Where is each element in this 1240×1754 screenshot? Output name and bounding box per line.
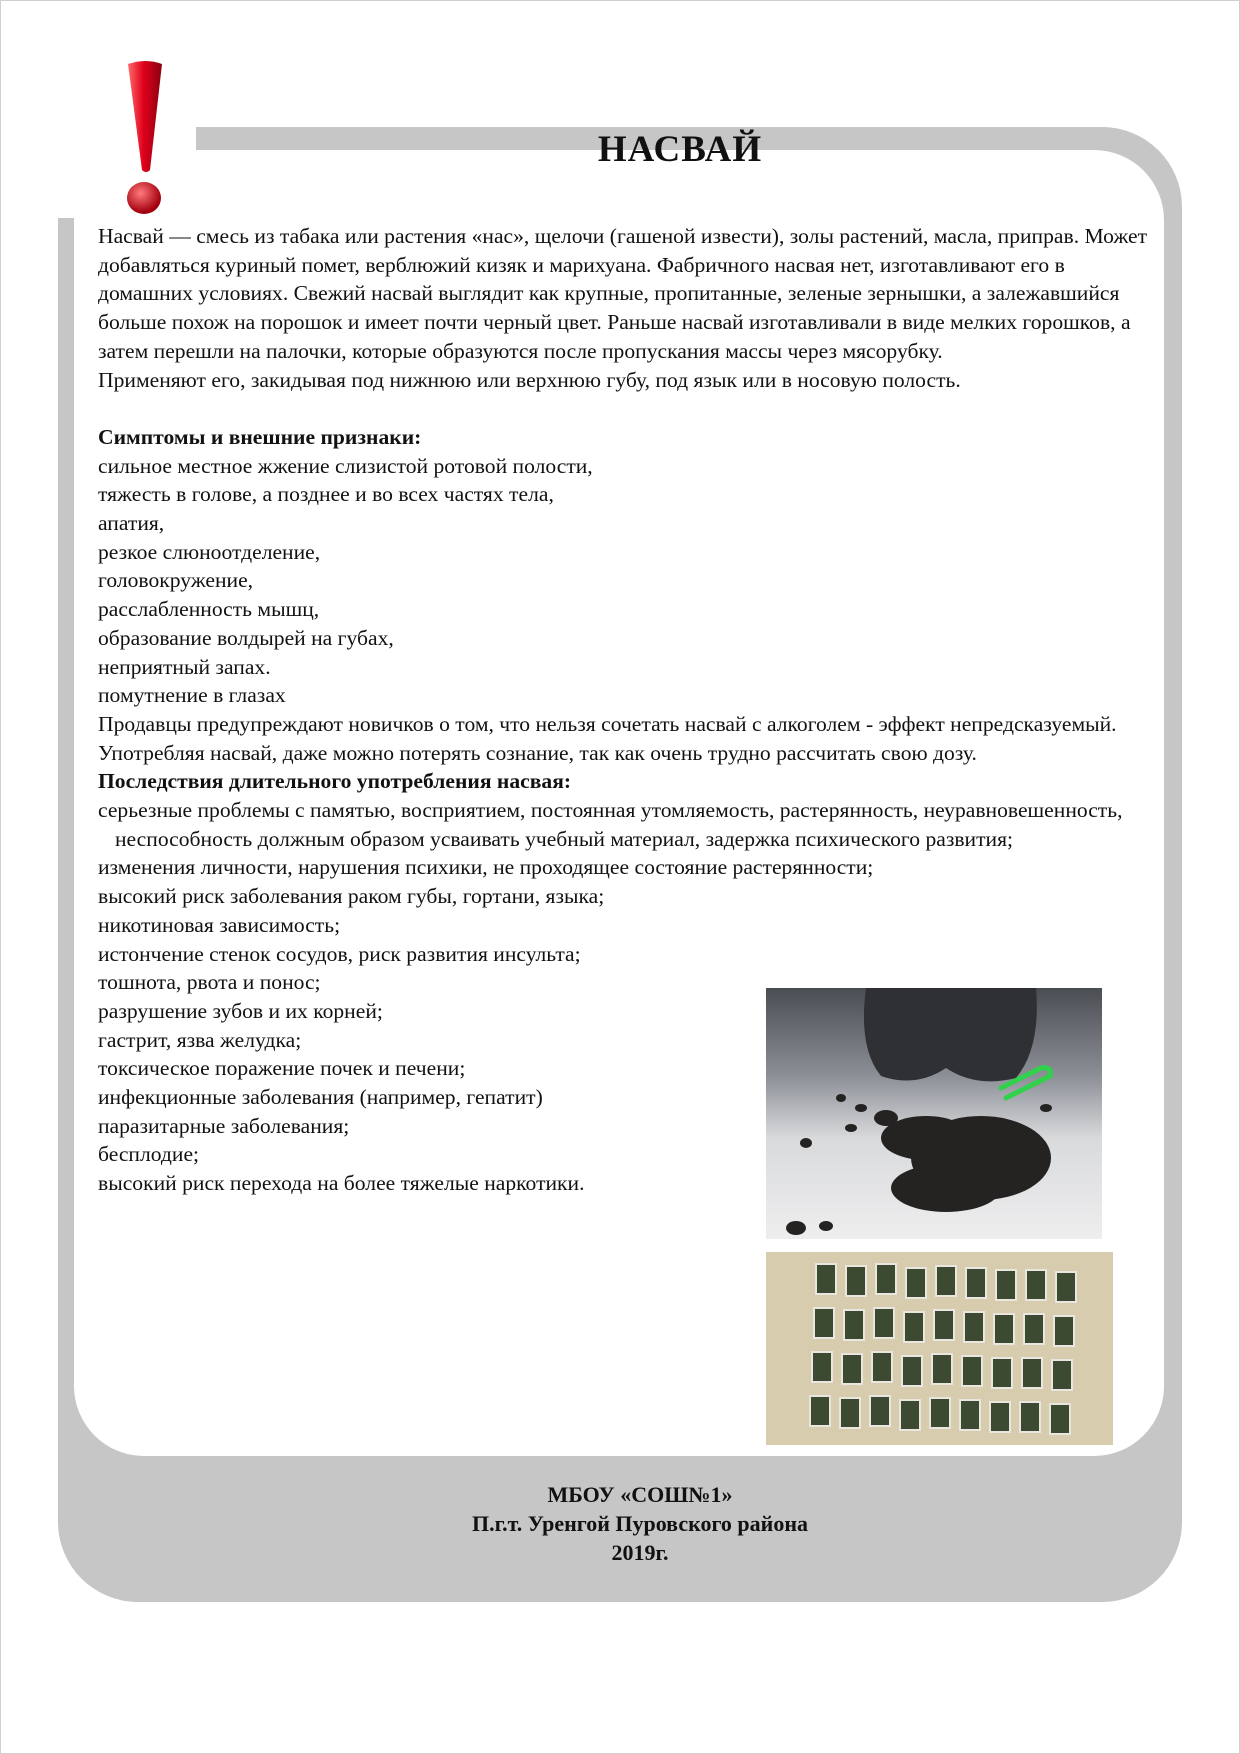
list-item: сильное местное жжение слизистой ротовой полости,: [98, 453, 593, 478]
list-item: головокружение,: [98, 568, 254, 593]
list-item: токсическое поражение почек и печени;: [98, 1056, 466, 1081]
list-item: изменения личности, нарушения психики, не проходящее состояние растерянности;: [98, 855, 874, 880]
list-item: образование волдырей на губах,: [98, 625, 394, 650]
list-item: тяжесть в голове, а позднее и во всех частях тела,: [98, 482, 554, 507]
symptoms-list: [98, 452, 1163, 710]
list-item: апатия,: [98, 511, 165, 536]
list-item: помутнение в глазах: [98, 683, 286, 708]
list-item: резкое слюноотделение,: [98, 539, 321, 564]
list-item: бесплодие;: [98, 1142, 200, 1167]
list-item: гастрит, язва желудка;: [98, 1027, 302, 1052]
school-location: П.г.т. Уренгой Пуровского района: [471, 1511, 809, 1536]
symptoms-heading: Симптомы и внешние признаки:: [98, 424, 422, 449]
warning-paragraph: Продавцы предупреждают новичков о том, что нельзя сочетать насвай с алкоголем - эффект непредсказуемый. Употребляя насвай, даже можно потерять сознание, так как очень трудно рассчитать свою дозу.: [98, 711, 1117, 765]
usage-paragraph: Применяют его, закидывая под нижнюю или верхнюю губу, под язык или в носовую полость.: [98, 367, 961, 392]
list-item: тошнота, рвота и понос;: [98, 970, 321, 995]
nasvay-packets-photo: [766, 1252, 1113, 1445]
list-item: серьезные проблемы с памятью, восприятием, постоянная утомляемость, растерянность, неуравновешенность, неспособность должным образом усваивать учебный материал, задержка психического развития;: [98, 798, 1123, 851]
list-item: высокий риск заболевания раком губы, гортани, языка;: [98, 884, 605, 909]
list-item: неприятный запах.: [98, 654, 271, 679]
list-item: никотиновая зависимость;: [98, 912, 341, 937]
nasvay-pellets-photo: [766, 988, 1102, 1239]
school-name: МБОУ «СОШ№1»: [547, 1482, 733, 1507]
list-item: инфекционные заболевания (например, гепатит): [98, 1085, 543, 1110]
list-item: паразитарные заболевания;: [98, 1113, 350, 1138]
list-item: расслабленность мышц,: [98, 597, 320, 622]
footer: [0, 1480, 1240, 1567]
list-item: высокий риск перехода на более тяжелые наркотики.: [98, 1171, 585, 1196]
page-title: НАСВАЙ: [597, 129, 763, 170]
list-item: разрушение зубов и их корней;: [98, 998, 383, 1023]
list-item: истончение стенок сосудов, риск развития инсульта;: [98, 941, 581, 966]
year: 2019г.: [611, 1540, 669, 1565]
consequences-heading: Последствия длительного употребления насвая:: [98, 769, 572, 794]
intro-paragraph: Насвай — смесь из табака или растения «нас», щелочи (гашеной извести), золы растений, масла, приправ. Может добавляться куриный помет, верблюжий кизяк и марихуана. Фабричного насвая нет, изготавливают его в домашних условиях. Свежий насвай выглядит как крупные, пропитанные, зеленые зернышки, а залежавшийся больше похож на порошок и имеет почти черный цвет. Раньше насвай изготавливали в виде мелких горошков, а затем перешли на палочки, которые образуются после пропускания массы через мясорубку.: [98, 224, 1148, 363]
